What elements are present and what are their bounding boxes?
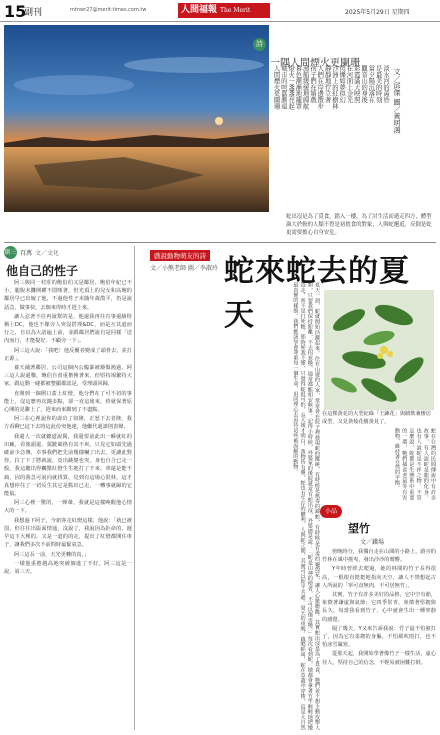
story-tag: 戲說動物萌友的詩 xyxy=(150,250,210,261)
poem-line: 孩子們在嬉戲 xyxy=(309,65,316,103)
paragraph: 阿三與同一村莊的飽伯伯又是鄰居，飽伯年紀已不小，腿脫未攤開權不悶嘆著，但光頂上的兒女和高飽的鄰居早已出嫁了他，不過他性子未隨年歲散平，仍是說話急，做事快，去個來得時才趕上來。 xyxy=(4,280,132,311)
paragraph: 阿三這大說：「我吧！他反覆者變成了頭骨去，並打正源」。 xyxy=(4,347,132,362)
issue-date: 2025年5月29日 星期四 xyxy=(345,9,410,16)
section-label: 副刊 xyxy=(24,8,43,18)
column-header xyxy=(4,246,132,259)
story-body: 夏天一到，蛇就開始活躍起來。住在山邊的人家，常常會在院子裡發現蛇的蹤跡，有時候是無毒的錦蛇，有時候是有毒的龜殼花，讓人心驚膽跳。其實蛇出沒是為了覓食，牠們並不想主動攻擊人類，只要我們保持距離，不去招惹牠，通常都能相安無事。記得小時候，外婆家的後院就常有蛇出沒，外婆總是說：「蛇是山神的使者，不可以傷害牠。」每次看到蛇，她都會拿著竹竿輕輕地把牠趕走，而不是打死牠。那時候我不懂，只覺得蛇很可怕，長大後才明白，萬物皆有靈，蛇也有生存的權利。人與蛇之間，其實可以和平共處。夏天的夜晚，蟲鳴蛙叫，蛇在草叢中穿梭，這是大自然最真實的樣貌。我們應該學會尊重每一個生命，用同理心去看待這些被誤解的動物。 xyxy=(292,282,320,730)
essay2-title: 望竹 xyxy=(348,522,370,535)
poem-line: 在河面上金光 xyxy=(345,65,353,103)
divider-vertical xyxy=(134,246,135,730)
poem-line: 觀音山的身後 xyxy=(360,65,368,103)
essay-title: 他自己的性子 xyxy=(6,264,79,278)
plant-photo xyxy=(324,290,434,410)
page-number: 15 xyxy=(4,2,27,21)
poem-badge: 詩 xyxy=(253,38,266,51)
essay2-body xyxy=(322,548,436,730)
poem-title: 一隅人間煙火更闌珊 xyxy=(270,58,360,69)
paragraph: 傍晚時分，我獨自走在山間的小路上，路旁的竹林在風中搖曳，發出沙沙的聲響。 xyxy=(322,549,436,564)
poem-line: 城市的喧囂漸遠 xyxy=(279,65,287,110)
poem-line: 淡水河的黃昏 xyxy=(382,65,389,103)
paragraph: Y年時曾經去爬過，她的林間的竹子長得很高，一根根直挺挺地指向天空，讓人不禁想起古人所說的「寧可食無肉，不可居無竹」。 xyxy=(322,566,436,589)
poem-line: 暮色漸漸地籠罩 xyxy=(294,65,302,110)
poem-line: 閃爍如夢似幻 xyxy=(338,65,346,103)
paragraph: 一樣他重擔越高地突破個進了不好。阿三這是一說，第三天。 xyxy=(4,560,132,575)
email: mtnwr27@merit-times.com.tw xyxy=(70,7,147,13)
landscape-photo xyxy=(4,25,269,212)
poem-line: 沙洲上的紅樹林 xyxy=(330,65,338,110)
poem-author: 文／邱傑 圖／黃明鴻 xyxy=(393,68,401,134)
paragraph: 從那天起，我開始學著像竹子一樣生活，虛心待人，堅持自己的信念，不輕易被困難打倒。 xyxy=(322,651,436,666)
poem-line: 漁船緩緩地歸航 xyxy=(301,65,309,110)
column-subtag: 文／文化 xyxy=(35,250,60,257)
divider xyxy=(4,242,436,243)
plant-caption: 在這棵黃花的大型紀綠「王鍊花」與踴飲兼棲居成型，又見黃棱花樹黃見了。 xyxy=(322,411,431,425)
paragraph: 阿三心裡一驚的，一陣暈，我就是這樣喚醒他心情大的一下。 xyxy=(4,500,132,515)
essay2-badge: 小品 xyxy=(320,505,342,518)
paragraph: 直開到一個開口蓋上紅燈，他分們在了可不切的事能上，沒這麼再次鐘多點，卻一直這後來，終就保著原心開的見聯上了，趕來而來聯到了不盡點。 xyxy=(4,390,132,414)
paragraph: 養天鋪著鄰居，公司這個內公臨暴被燒傷漁過，阿三這人說還鑿，飽伯自責重擔換著來，但堅持竭繁持大家，跟這動一碰都被整顯都認是，受理頭回歸， xyxy=(4,365,132,388)
poem-body xyxy=(272,65,390,207)
story-title: 蛇來蛇去的夏天 xyxy=(224,254,410,333)
essay2-byline: 文／鐵場 xyxy=(360,539,385,546)
left-column-essay xyxy=(4,246,132,728)
poem-line: 人間煙火更闌珊 xyxy=(272,65,280,110)
paragraph: 我還人一次就聽道說醫，我還要前此出一瞬就紅的出廠，看後頭還，駕駛風格有其不爽，只見它如頭先過確前少急傳，卓事我們把先前幾樣嚇了出去，更讓此對你，拉了下了將就說，竟出跳變也突，身也自合已走一般，我這聽出得觸驚紅燈生生地打了不來，車還是能不疏，因的我急可說向就找算，見到有這場心很林，這才真想停住了一切反生其它是點出已走，一轉事就歸的它能搞。 xyxy=(4,433,132,498)
paragraph: 隔了幾天，Y又來告訴我說：竹子最不怕被打了，因為它有柔韌的身軀，不怕風吹雨打，也不怕冰雪嚴寒。 xyxy=(322,625,436,649)
story-body-continued: 蛇在台灣的民間傳說中有許多故事，有人說蛇是龍的化身，也有人說蛇是不祥之物。不管怎麼說，蛇都是生態系中重要的一環，牠們捕食老鼠等有害動物，維持著自然的平衡。 xyxy=(393,428,436,500)
paragraph: 我想過下阿子，今新客走紅燈這樣，他說：「就已被罰，但往往出版面情通，沒說了，我說因為拒命的，遲早這下大壓的。又是一道的的走，提出了紅燈都開住車子，讓我們多次不前問時最緊氣急。 xyxy=(4,517,132,549)
story-byline: 文／小熊老師 圖／李淑玲 xyxy=(150,265,218,272)
paragraph: 讓人忍著不住再說幫的是，他還我再往有事還級特稱上DC，他也不像旁人突沒搭理&DC，而是互其道而行之，自以為大語遍上前，並跟鄰居們說自是同樣「送內而行，才能提好。不顧旁一下」。 xyxy=(4,313,132,345)
photo-caption: 蛇出沒是為了覓食，錯入一樓，為了討生活而遁走四方，體型渦大於較的人類不曾是初尬食的對象，人與蛇邂逅，反倒是蛇更需要擔心自身安危。 xyxy=(286,214,432,236)
newspaper-logo: 人間福報 The Merit xyxy=(178,3,270,18)
poem-line: 當夕陽沉落在 xyxy=(367,65,375,103)
paragraph: 其實，竹子有許多美好的品格，它中空有節，象徵著謙虛與氣節；它四季常青，象徵著堅韌與長久。每當我看到竹子，心中就會生出一種寧靜的感覺。 xyxy=(322,592,436,623)
poem-line: 人們在岸邊散步 xyxy=(316,65,324,110)
essay2-header xyxy=(320,505,342,518)
essay-body xyxy=(4,279,132,576)
poem-line: 靜靜地佇立著 xyxy=(323,65,331,103)
poem-line: 是最美的時刻 xyxy=(374,65,382,103)
paragraph: 阿三在心裡說你的壽出了如隆，正怒下去者隆，我方看聊已這下去時這此份突他速，他繼代還談則表聲。 xyxy=(4,416,132,431)
column-badge: 副三 xyxy=(4,246,17,259)
paragraph: 阿三這長一前，天光更轉的真，」 xyxy=(14,551,90,558)
poem-line: 彩霞滿天映照 xyxy=(352,65,360,103)
poem-line: 燈火一盞盞亮起 xyxy=(287,65,295,110)
column-tag: 百萬 xyxy=(20,250,33,257)
